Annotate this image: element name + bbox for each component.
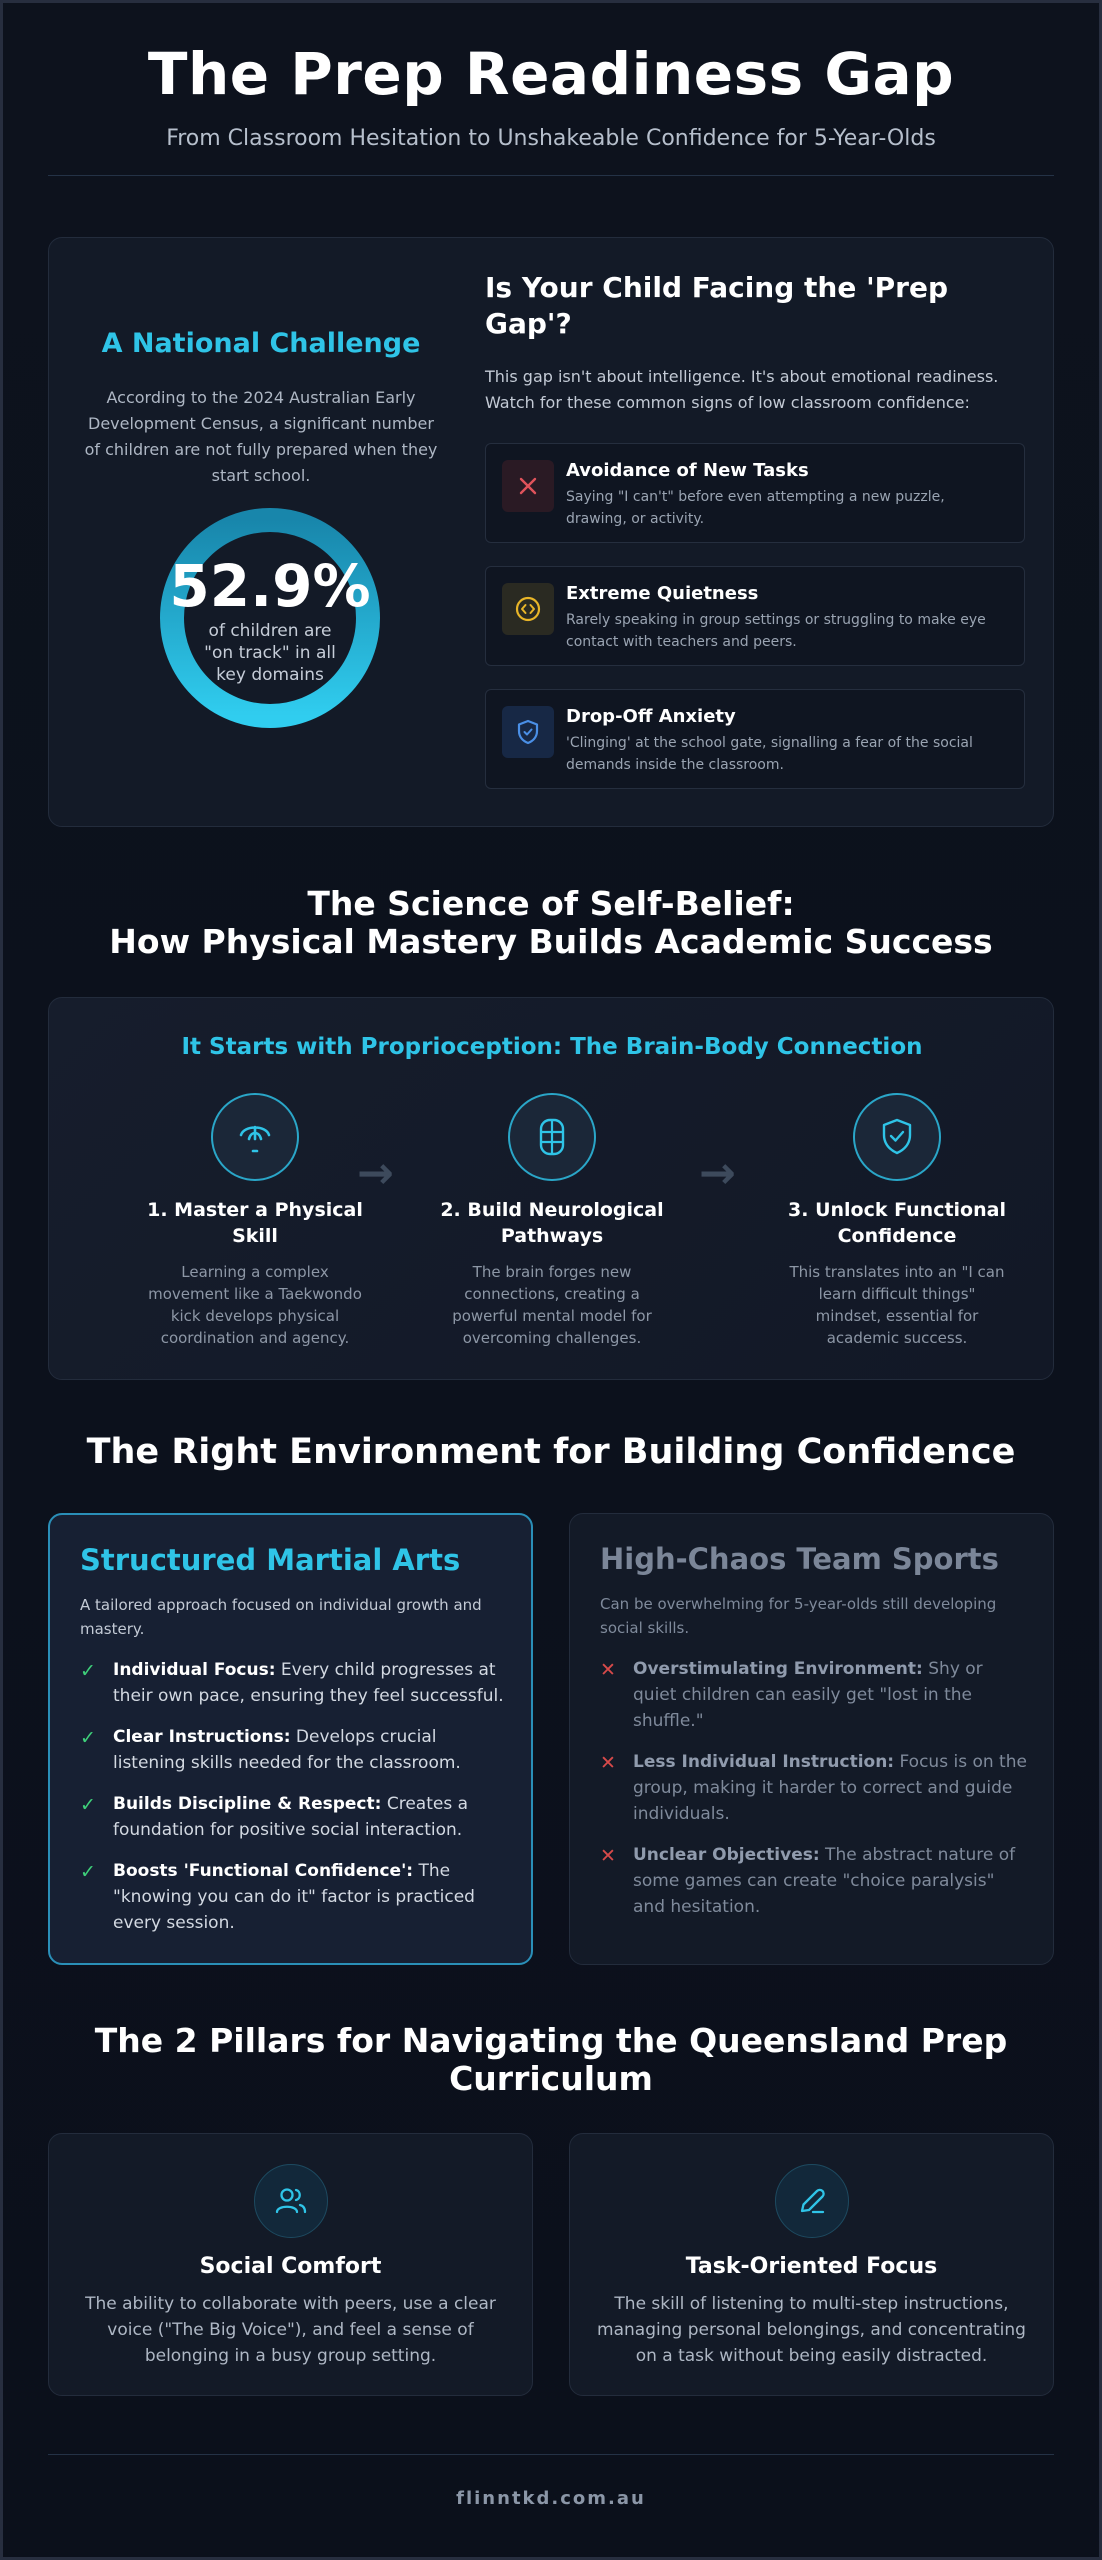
team-sports-lead: Can be overwhelming for 5-year-olds still developing social skills. [600,1595,997,1637]
shield-check-icon [853,1093,941,1181]
pillar-title: Social Comfort [199,2254,382,2279]
step-desc: This translates into an "I can learn difficult things" mindset, essential for academic success. [789,1263,1005,1347]
list-item: ✕ Overstimulating Environment: Shy or quiet children can easily get "lost in the shuffle." [600,1659,983,1731]
gap-intro: This gap isn't about intelligence. It's about emotional readiness. Watch for these common signs of low classroom confidence: [485,367,999,412]
brain-body-subtitle: It Starts with Proprioception: The Brain-Body Connection [181,1034,923,1060]
shield-icon [502,706,554,758]
sign-desc: Rarely speaking in group settings or struggling to make eye contact with teachers and peers. [566,612,986,650]
header-divider [48,175,1054,176]
sign-card [485,443,1025,543]
step-desc: The brain forges new connections, creating a powerful mental model for overcoming challenges. [452,1263,652,1347]
pillar-card [569,2133,1054,2396]
step-desc: Learning a complex movement like a Taekwondo kick develops physical coordination and agency. [148,1263,362,1347]
gap-title: Is Your Child Facing the 'Prep Gap'? [485,271,949,340]
code-circle-icon [502,583,554,635]
check-icon: ✓ [80,1794,96,1816]
page-title: The Prep Readiness Gap [147,40,955,108]
national-challenge [81,328,441,489]
challenge-text: According to the 2024 Australian Early Development Census, a significant number of children are not fully prepared when they start school. [84,388,438,485]
sign-card [485,566,1025,666]
pencil-icon [775,2164,849,2238]
challenge-card [48,237,1054,827]
team-sports-card [569,1513,1054,1965]
sign-title: Avoidance of New Tasks [566,460,809,481]
science-title [48,885,1054,961]
pillar-title: Task-Oriented Focus [685,2254,938,2279]
brain-icon [508,1093,596,1181]
prep-gap-panel [485,270,1025,416]
martial-arts-lead: A tailored approach focused on individual growth and mastery. [80,1596,482,1638]
stat-ring [158,506,382,730]
list-item: ✕ Unclear Objectives: The abstract nature of some games can create "choice paralysis" and hesitation. [600,1845,1016,1917]
stat-value: 52.9% [169,552,371,620]
sign-desc: 'Clinging' at the school gate, signalling a fear of the social demands inside the classroom. [566,735,973,773]
team-sports-title: High-Chaos Team Sports [600,1542,999,1576]
challenge-title: A National Challenge [101,328,421,359]
x-icon: ✕ [600,1845,616,1867]
x-icon [502,460,554,512]
page-header [48,40,1054,151]
environment-title: The Right Environment for Building Confidence [86,1432,1016,1472]
step-3 [772,1093,1022,1349]
pillar-desc: The ability to collaborate with peers, use a clear voice ("The Big Voice"), and feel a sense of belonging in a busy group setting. [85,2294,496,2366]
check-icon: ✓ [80,1861,96,1883]
check-icon: ✓ [80,1727,96,1749]
step-1 [130,1093,380,1349]
x-icon: ✕ [600,1752,616,1774]
list-item: ✕ Less Individual Instruction: Focus is on the group, making it harder to correct and guide individuals. [600,1752,1027,1824]
step-title: 1. Master a Physical Skill [147,1199,363,1247]
arrow-icon: → [699,1148,736,1199]
list-item: ✓ Builds Discipline & Respect: Creates a foundation for positive social interaction. [80,1794,469,1840]
footer-link[interactable]: flinntkd.com.au [456,2488,646,2509]
person-arms-icon [211,1093,299,1181]
step-2 [427,1093,677,1349]
sign-title: Drop-Off Anxiety [566,706,736,727]
brain-body-card [48,997,1054,1380]
sign-title: Extreme Quietness [566,583,759,604]
step-title: 3. Unlock Functional Confidence [788,1199,1006,1247]
list-item: ✓ Individual Focus: Every child progresses at their own pace, ensuring they feel successful. [80,1660,504,1706]
science-title-line-1: The Science of Self-Belief: [307,884,795,923]
pillar-card [48,2133,533,2396]
martial-arts-card [48,1513,533,1965]
list-item: ✓ Boosts 'Functional Confidence': The "knowing you can do it" factor is practiced every session. [80,1861,475,1933]
x-icon: ✕ [600,1659,616,1681]
pillars-title: The 2 Pillars for Navigating the Queensland Prep Curriculum [94,2021,1008,2098]
page-subtitle: From Classroom Hesitation to Unshakeable Confidence for 5-Year-Olds [166,126,936,151]
check-icon: ✓ [80,1660,96,1682]
martial-arts-list [80,1657,510,1951]
footer-divider [48,2454,1054,2455]
sign-desc: Saying "I can't" before even attempting a new puzzle, drawing, or activity. [566,489,945,527]
arrow-icon: → [357,1148,394,1199]
science-title-line-2: How Physical Mastery Builds Academic Success [109,922,993,961]
martial-arts-title: Structured Martial Arts [80,1543,461,1577]
stat-label: of children are "on track" in all key domains [204,621,336,685]
list-item: ✓ Clear Instructions: Develops crucial listening skills needed for the classroom. [80,1727,461,1773]
step-title: 2. Build Neurological Pathways [440,1199,664,1247]
users-icon [254,2164,328,2238]
pillar-desc: The skill of listening to multi-step instructions, managing personal belongings, and concentrating on a task without being easily distracted. [597,2294,1026,2366]
team-sports-list [600,1656,1030,1935]
sign-card [485,689,1025,789]
